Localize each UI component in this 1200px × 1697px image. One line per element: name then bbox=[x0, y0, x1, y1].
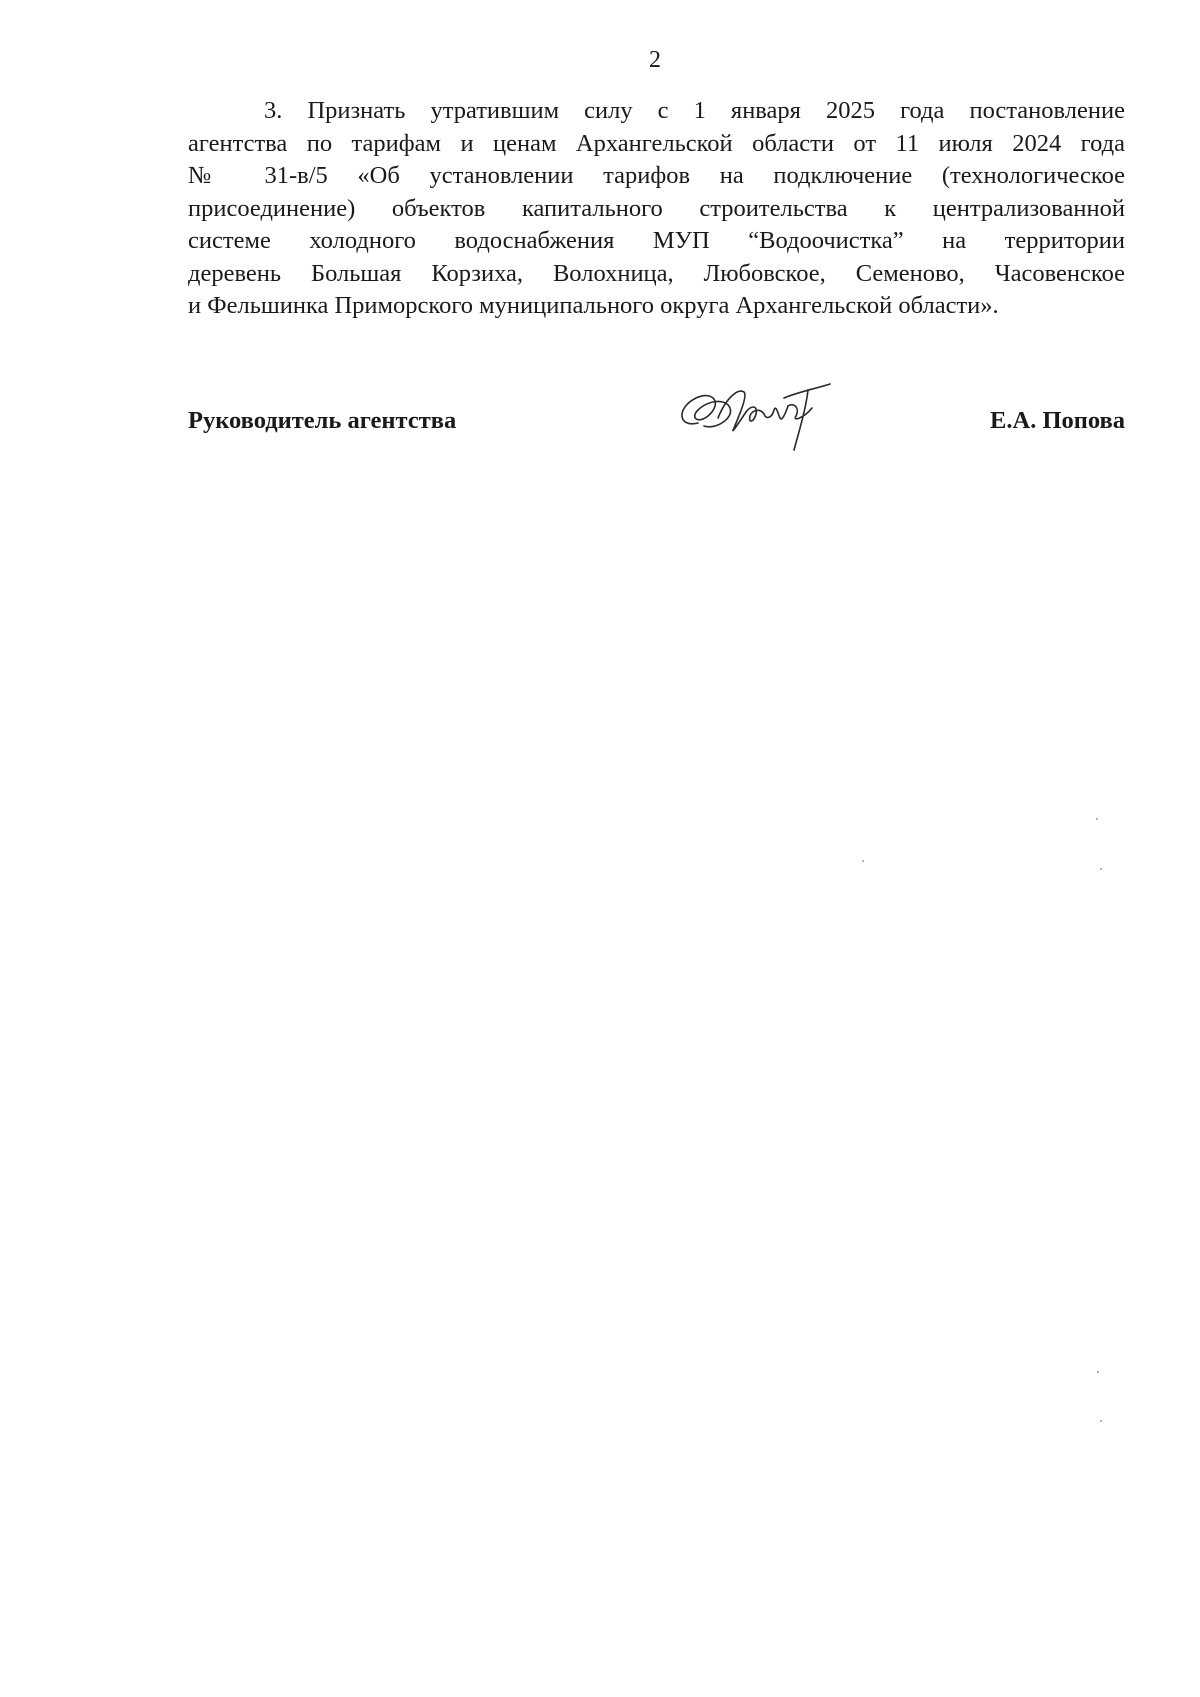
paragraph-line: и Фельшинка Приморского муниципального округа Архангельской области». bbox=[188, 292, 999, 319]
paragraph-line: присоединение) объектов капитального строительства к централизованной bbox=[188, 194, 1125, 222]
scan-speck bbox=[862, 860, 864, 862]
paragraph-line: деревень Большая Корзиха, Волохница, Любовское, Семеново, Часовенское bbox=[188, 259, 1125, 287]
paragraph-line: № 31-в/5 «Об установлении тарифов на подключение (технологическое bbox=[188, 162, 1125, 189]
paragraph-3 bbox=[188, 95, 1125, 323]
signature-row bbox=[188, 405, 1125, 445]
page-number: 2 bbox=[649, 47, 661, 73]
scan-speck bbox=[1097, 1371, 1099, 1373]
scan-speck bbox=[1100, 1420, 1102, 1422]
signer-name: Е.А. Попова bbox=[990, 407, 1125, 434]
scan-speck bbox=[1096, 818, 1098, 820]
paragraph-line: агентства по тарифам и ценам Архангельской области от 11 июля 2024 года bbox=[188, 129, 1125, 157]
paragraph-line: системе холодного водоснабжения МУП “Водоочистка” на территории bbox=[188, 227, 1125, 254]
paragraph-line: 3. Признать утратившим силу с 1 января 2025 года постановление bbox=[264, 97, 1125, 124]
signer-title: Руководитель агентства bbox=[188, 407, 457, 434]
scan-speck bbox=[1100, 868, 1102, 870]
